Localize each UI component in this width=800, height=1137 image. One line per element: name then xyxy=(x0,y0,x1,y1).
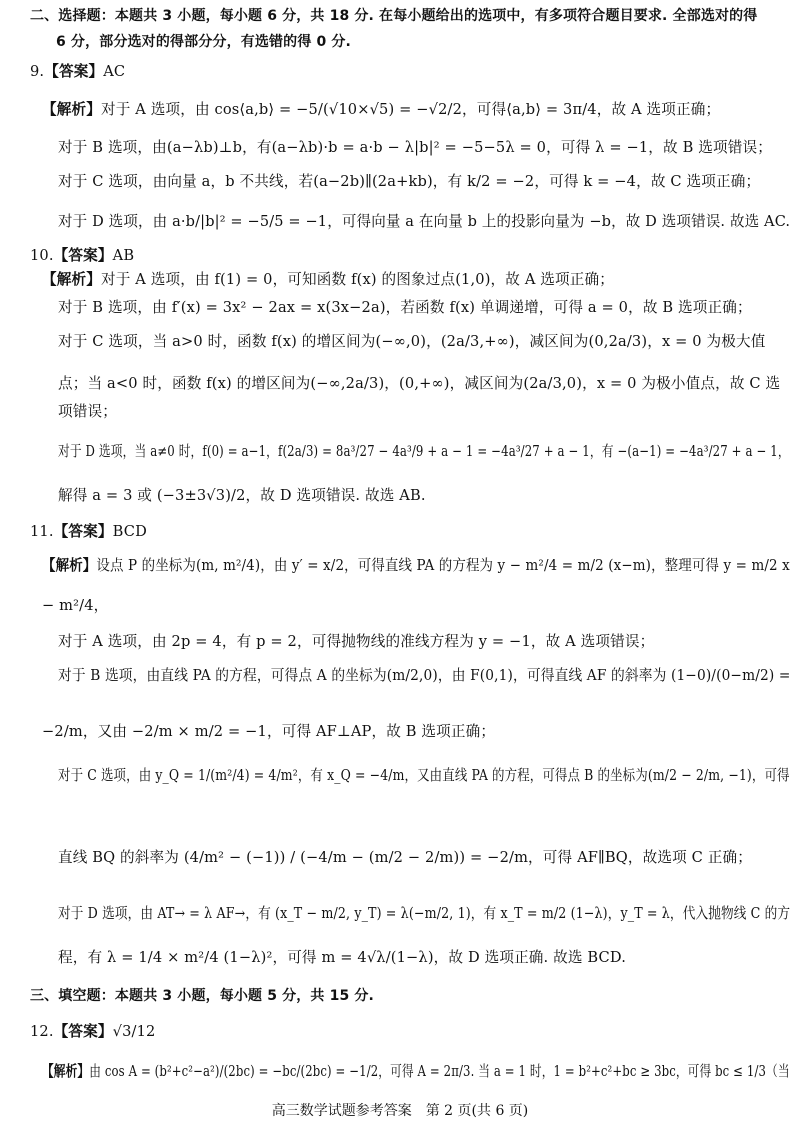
section-header-multi-choice: 二、选择题：本题共 3 小题，每小题 6 分，共 18 分. 在每小题给出的选项中，有多项符合题目要求. 全部选对的得 xyxy=(30,8,758,24)
answer-value: AC xyxy=(103,63,126,80)
analysis-line: 对于 A 选项，由 2p = 4，有 p = 2，可得抛物线的准线方程为 y = −1，故 A 选项错误； xyxy=(58,633,655,650)
section-header-fill-in: 三、填空题：本题共 3 小题，每小题 5 分，共 15 分. xyxy=(30,988,375,1004)
analysis-text: 对于 A 选项，由 cos⟨a,b⟩ = −5/(√10×√5) = −√2/2，可得⟨a,b⟩ = 3π/4，故 A 选项正确； xyxy=(100,101,721,118)
analysis-line: 对于 B 选项，由直线 PA 的方程，可得点 A 的坐标为(m/2,0)，由 F(0,1)，可得直线 AF 的斜率为 (1−0)/(0−m/2) = xyxy=(58,667,791,684)
analysis-line: 点；当 a<0 时，函数 f(x) 的增区间为(−∞,2a/3)，(0,+∞)，减区间为(2a/3,0)，x = 0 为极小值点，故 C 选 xyxy=(58,375,781,392)
analysis-line: − m²/4， xyxy=(42,597,109,614)
question-12-answer xyxy=(30,1022,155,1042)
answer-value: √3/12 xyxy=(112,1023,156,1040)
page-footer: 高三数学试题参考答案 第 2 页(共 6 页) xyxy=(271,1103,529,1119)
analysis-text: 设点 P 的坐标为(m, m²/4)，由 y′ = x/2，可得直线 PA 的方程为 y − m²/4 = m/2 (x−m)，整理可得 y = m/2 x xyxy=(96,557,790,574)
question-number: 9. xyxy=(30,63,45,80)
question-12-analysis-line xyxy=(42,1062,790,1082)
answer-tag: 【答案】 xyxy=(53,247,113,264)
analysis-tag: 【解析】 xyxy=(42,557,97,574)
analysis-line: 对于 C 选项，由向量 a，b 不共线，若(a−2b)∥(2a+kb)，有 k/2 = −2，可得 k = −4，故 C 选项正确； xyxy=(58,173,761,190)
answer-tag: 【答案】 xyxy=(53,523,113,540)
analysis-line: 解得 a = 3 或 (−3±3√3)/2，故 D 选项错误. 故选 AB. xyxy=(58,487,426,504)
question-10-answer xyxy=(30,246,134,266)
analysis-line: 程，有 λ = 1/4 × m²/4 (1−λ)²，可得 m = 4√λ/(1−λ)，故 D 选项正确. 故选 BCD. xyxy=(58,949,626,966)
analysis-line: 项错误； xyxy=(58,403,117,420)
answer-tag: 【答案】 xyxy=(44,63,104,80)
question-number: 10. xyxy=(30,247,54,264)
analysis-line: 直线 BQ 的斜率为 (4/m² − (−1)) / (−4/m − (m/2 − 2/m)) = −2/m，可得 AF∥BQ，故选项 C 正确； xyxy=(58,849,753,866)
analysis-text: 对于 A 选项，由 f(1) = 0，可知函数 f(x) 的图象过点(1,0)，故 A 选项正确； xyxy=(100,271,615,288)
question-11-analysis-line xyxy=(42,556,790,576)
analysis-tag: 【解析】 xyxy=(42,101,101,118)
analysis-tag: 【解析】 xyxy=(42,1063,90,1080)
analysis-line: 对于 B 选项，由(a−λb)⊥b，有(a−λb)·b = a·b − λ|b|² = −5−5λ = 0，可得 λ = −1，故 B 选项错误； xyxy=(58,139,772,156)
question-10-analysis-line xyxy=(42,270,614,290)
analysis-line: −2/m，又由 −2/m × m/2 = −1，可得 AF⊥AP，故 B 选项正确； xyxy=(42,723,496,740)
analysis-line: 对于 C 选项，由 y_Q = 1/(m²/4) = 4/m²，有 x_Q = −4/m，又由直线 PA 的方程，可得点 B 的坐标为(m/2 − 2/m, −1)，可得 xyxy=(58,767,790,784)
question-9-answer xyxy=(30,62,125,82)
analysis-line: 对于 D 选项，当 a≠0 时，f(0) = a−1，f(2a/3) = 8a³/27 − 4a³/9 + a − 1 = −4a³/27 + a − 1，有 −(a−1) = −4a³/27 + a − 1， xyxy=(58,443,790,460)
analysis-line: 对于 C 选项，当 a>0 时，函数 f(x) 的增区间为(−∞,0)，(2a/3,+∞)，减区间为(0,2a/3)，x = 0 为极大值 xyxy=(58,333,766,350)
analysis-tag: 【解析】 xyxy=(42,271,101,288)
analysis-line: 对于 D 选项，由 a·b/|b|² = −5/5 = −1，可得向量 a 在向量 b 上的投影向量为 −b，故 D 选项错误. 故选 AC. xyxy=(58,213,791,230)
answer-value: BCD xyxy=(112,523,147,540)
question-number: 11. xyxy=(30,523,54,540)
analysis-line: 对于 B 选项，由 f′(x) = 3x² − 2ax = x(3x−2a)，若函数 f(x) 单调递增，可得 a = 0，故 B 选项正确； xyxy=(58,299,752,316)
question-9-analysis-line xyxy=(42,100,720,120)
question-11-answer xyxy=(30,522,147,542)
section-header-multi-choice-cont: 6 分，部分选对的得部分分，有选错的得 0 分. xyxy=(56,34,352,50)
answer-tag: 【答案】 xyxy=(53,1023,113,1040)
answer-value: AB xyxy=(112,247,135,264)
question-number: 12. xyxy=(30,1023,54,1040)
analysis-line: 对于 D 选项，由 AT→ = λ AF→，有 (x_T − m/2, y_T) = λ(−m/2, 1)，有 x_T = m/2 (1−λ)，y_T = λ，代入抛物线 C 的方 xyxy=(58,905,791,922)
analysis-text: 由 cos A = (b²+c²−a²)/(2bc) = −bc/(2bc) = −1/2，可得 A = 2π/3. 当 a = 1 时，1 = b²+c²+bc ≥ 3bc，可得 bc ≤ 1/3（当 xyxy=(89,1063,790,1080)
